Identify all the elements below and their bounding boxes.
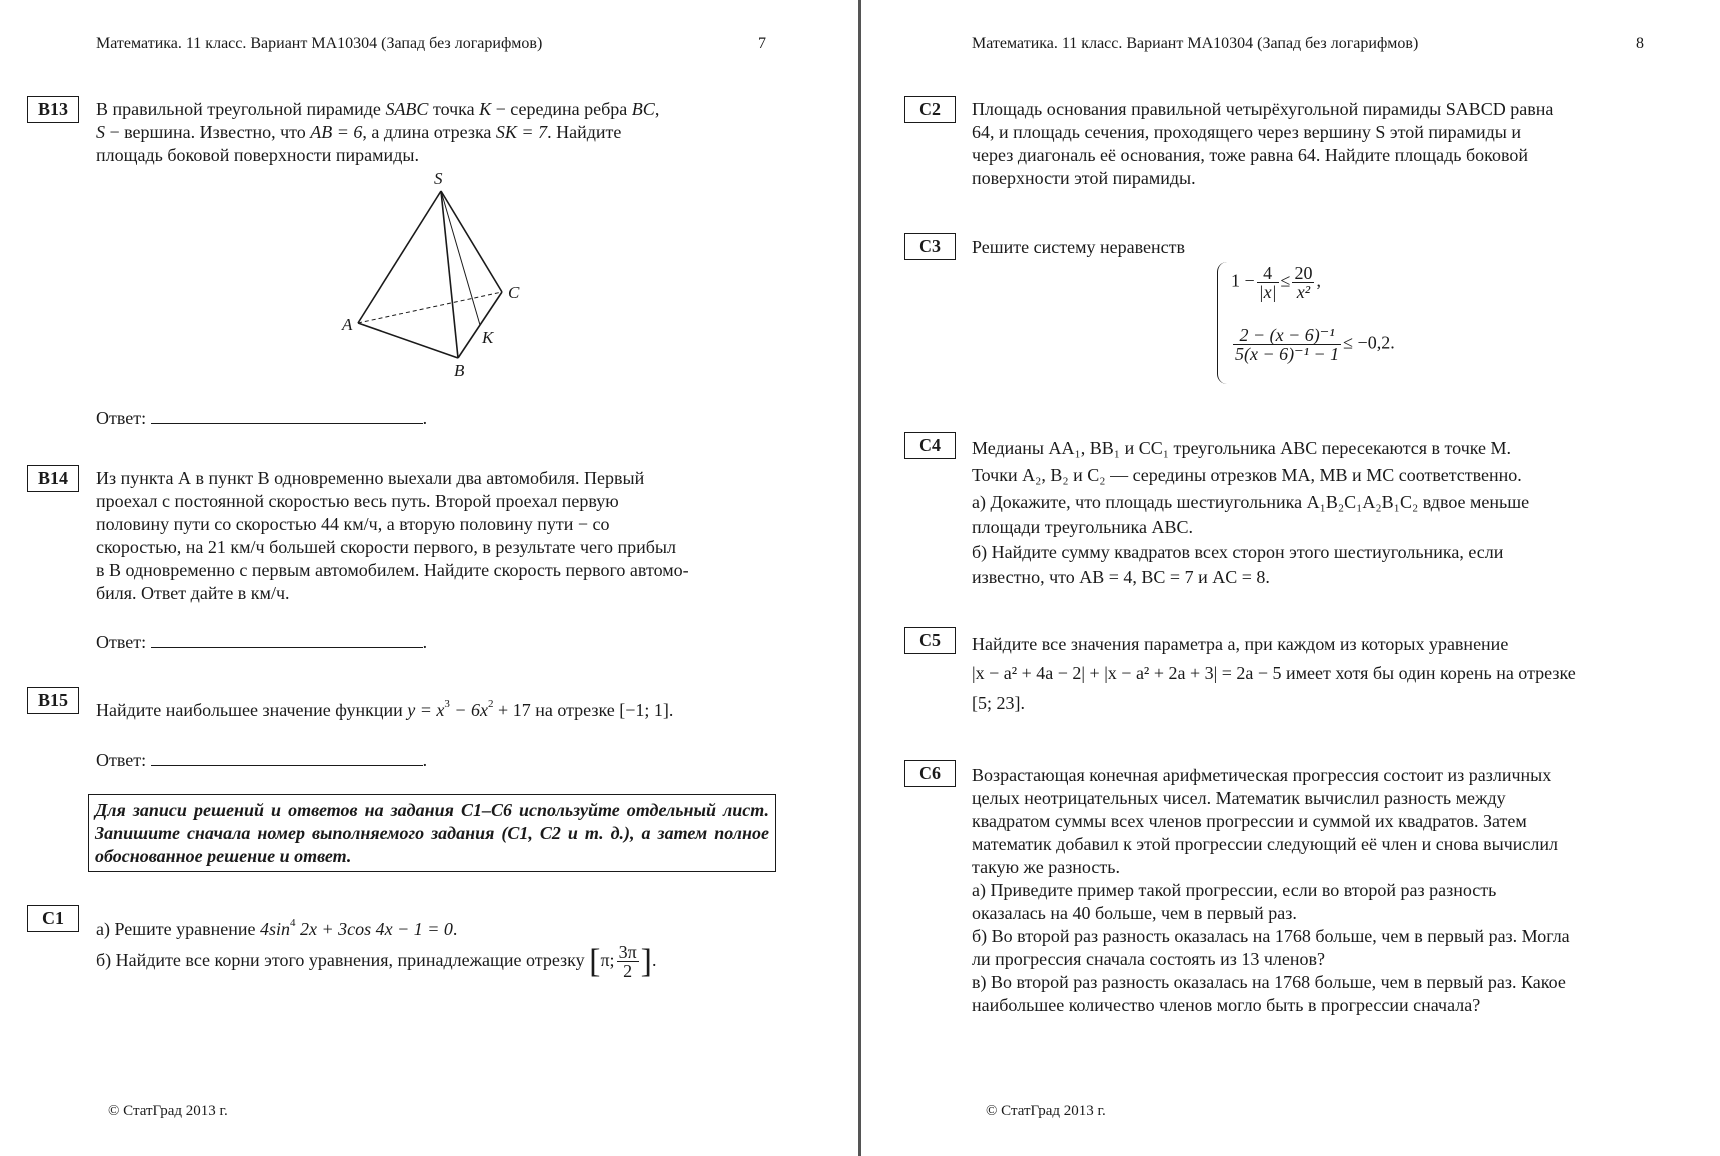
c1-segment-fraction: $\frac{3\pi}{2}$ — [618, 942, 637, 982]
task-c5-text — [972, 631, 1644, 718]
task-label-c6: C6 — [904, 760, 956, 787]
left-page — [0, 0, 858, 1156]
page-number: 8 — [1636, 35, 1644, 52]
edge-ab — [358, 323, 458, 358]
c2-line: через диагональ её основания, тоже равна 64. Найдите площадь боковой — [972, 145, 1528, 165]
vertex-label-b: B — [454, 361, 465, 378]
c2-line: 64, и площадь сечения, проходящего через вершину S этой пирамиды и — [972, 122, 1522, 142]
vertex-label-s: S — [434, 169, 443, 188]
task-label-c2: C2 — [904, 96, 956, 123]
c1-part-b: б) Найдите все корни этого уравнения, принадлежащие отрезку [π; $\frac{3\pi}{2}$ ]. — [96, 942, 657, 982]
answer-field-b15[interactable] — [151, 748, 423, 766]
b14-line: биля. Ответ дайте в км/ч. — [96, 583, 290, 603]
c6-line: Возрастающая конечная арифметическая прогрессия состоит из различных — [972, 765, 1552, 785]
answer-b15: Ответ: . — [96, 750, 428, 770]
c5-line-2: |x − a² + 4a − 2| + |x − a² + 2a + 3| = 2a − 5 имеет хотя бы один корень на отрезке — [972, 663, 1576, 683]
c5-line-1: Найдите все значения параметра a, при каждом из которых уравнение — [972, 634, 1509, 654]
task-c2-text — [972, 98, 1644, 190]
task-label-c5: C5 — [904, 627, 956, 654]
page-header: Математика. 11 класс. Вариант МА10304 (Запад без логарифмов) — [96, 35, 543, 52]
c1-part-a: а) Решите уравнение $4\sin^4$ 2x + 3cos 4x − 1 = 0. — [96, 917, 458, 939]
c6-line: математик добавил к этой прогрессии следующий её член и снова вычислил — [972, 834, 1558, 854]
vertex-label-a: A — [342, 315, 353, 334]
page-number: 7 — [758, 35, 766, 52]
edge-ac-hidden — [358, 292, 502, 323]
b14-line: в В одновременно с первым автомобилем. Найдите скорость первого автомо- — [96, 560, 689, 580]
c3-inequality-2: $\frac{\text{2 − (x − 6)⁻¹}}{\text{5(x − 6)⁻¹ − 1}}$ ≤ −0,2. — [1235, 325, 1395, 364]
task-b14-text — [96, 467, 768, 605]
answer-field-b14[interactable] — [151, 630, 423, 648]
c6-line: целых неотрицательных чисел. Математик вычислил разность между — [972, 788, 1506, 808]
edge-sa — [358, 191, 441, 323]
instruction-box: Для записи решений и ответов на задания С1–С6 используйте отдельный лист. Запишите сначала номер выполняемого задания (С1, С2 и т. д.), а затем полное обоснованное решение и ответ. — [88, 794, 776, 872]
answer-b14: Ответ: . — [96, 632, 428, 652]
b14-line: Из пункта А в пункт В одновременно выехали два автомобиля. Первый — [96, 468, 645, 488]
c2-line: Площадь основания правильной четырёхугольной пирамиды SABCD равна — [972, 99, 1554, 119]
page-footer: © СтатГрад 2013 г. — [986, 1103, 1106, 1119]
b14-line: проехал с постоянной скоростью весь путь. Второй проехал первую — [96, 491, 619, 511]
task-label-c1: C1 — [27, 905, 79, 932]
task-label-b13: B13 — [27, 96, 79, 123]
c5-line-3: [5; 23]. — [972, 693, 1025, 713]
task-label-b15: B15 — [27, 687, 79, 714]
b13-line-2: S − вершина. Известно, что AB = 6, а длина отрезка SK = 7. Найдите — [96, 122, 622, 142]
vertex-label-c: C — [508, 283, 520, 302]
c6-line: наибольшее количество членов могло быть в прогрессии сначала? — [972, 995, 1481, 1015]
c6-line: а) Приведите пример такой прогрессии, если во второй раз разность — [972, 880, 1497, 900]
task-c4-text — [972, 435, 1644, 589]
segment-sk — [441, 191, 480, 325]
c4-line: известно, что AB = 4, BC = 7 и AC = 8. — [972, 567, 1270, 587]
task-c6-text — [972, 764, 1644, 1017]
c4-line: площади треугольника ABC. — [972, 517, 1194, 537]
answer-b13: Ответ: . — [96, 408, 428, 428]
c3-inequality-system — [1217, 262, 1477, 386]
task-label-c3: C3 — [904, 233, 956, 260]
c6-line: оказалась на 40 больше, чем в первый раз. — [972, 903, 1297, 923]
c6-line: ли прогрессия сначала состоять из 13 членов? — [972, 949, 1325, 969]
c6-line: в) Во второй раз разность оказалась на 1768 больше, чем в первый раз. Какое — [972, 972, 1566, 992]
c4-line: б) Найдите сумму квадратов всех сторон этого шестиугольника, если — [972, 542, 1504, 562]
page-header: Математика. 11 класс. Вариант МА10304 (Запад без логарифмов) — [972, 35, 1419, 52]
c4-line: Медианы AA₁, BB₁ и CC₁ треугольника ABC пересекаются в точке M. — [972, 438, 1512, 458]
answer-field-b13[interactable] — [151, 406, 423, 424]
system-brace — [1217, 262, 1228, 384]
b14-line: скоростью, на 21 км/ч большей скорости первого, в результате чего прибыл — [96, 537, 676, 557]
b13-line-3: площадь боковой поверхности пирамиды. — [96, 145, 419, 165]
c4-line: а) Докажите, что площадь шестиугольника A₁B₂C₁A₂B₁C₂ вдвое меньше — [972, 492, 1530, 512]
point-label-k: K — [482, 328, 494, 347]
c6-line: квадратом суммы всех членов прогрессии и суммой их квадратов. Затем — [972, 811, 1527, 831]
task-label-c4: C4 — [904, 432, 956, 459]
task-c3-text: Решите систему неравенств — [972, 237, 1185, 257]
pyramid-figure — [330, 168, 530, 378]
c6-line: такую же разность. — [972, 857, 1120, 877]
right-page — [861, 0, 1720, 1156]
c4-line: Точки A₂, B₂ и C₂ — середины отрезков MA, MB и MC соответственно. — [972, 465, 1522, 485]
c2-line: поверхности этой пирамиды. — [972, 168, 1196, 188]
task-label-b14: B14 — [27, 465, 79, 492]
c3-inequality-1: 1 − $\frac{4}{|x|}$ ≤ $\frac{20}{\text{x²}}$ , — [1231, 263, 1321, 302]
page-footer: © СтатГрад 2013 г. — [108, 1103, 228, 1119]
b13-line-1: В правильной треугольной пирамиде SABC точка K − середина ребра BC, — [96, 99, 660, 119]
task-b15-text: Найдите наибольшее значение функции $y = x^3 - 6x^2 + 17$ на отрезке [−1; 1]. — [96, 698, 674, 720]
task-b13-text — [96, 98, 768, 167]
b14-line: половину пути со скоростью 44 км/ч, а вторую половину пути − со — [96, 514, 610, 534]
c6-line: б) Во второй раз разность оказалась на 1768 больше, чем в первый раз. Могла — [972, 926, 1570, 946]
